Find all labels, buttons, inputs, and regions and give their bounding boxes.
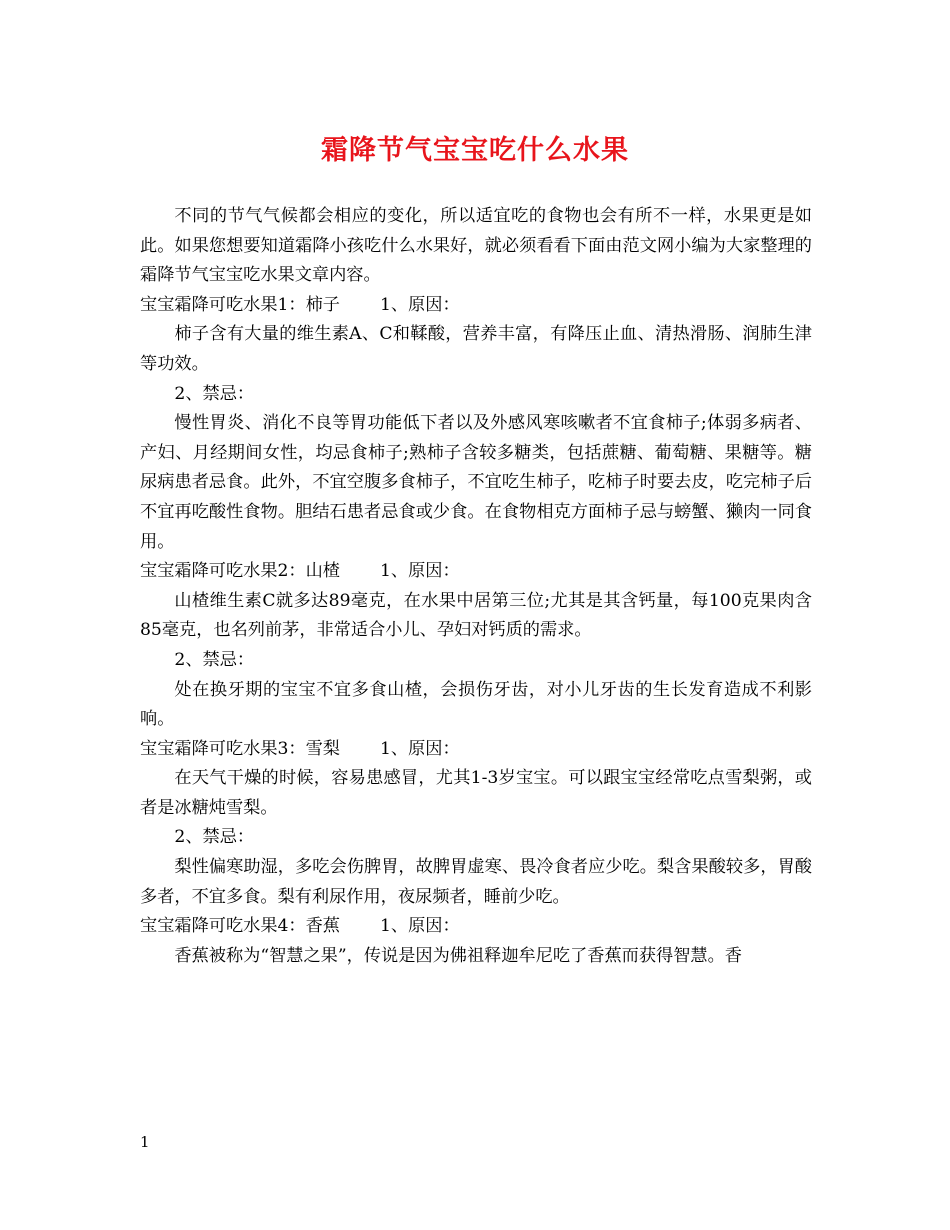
reason-paragraph: 在天气干燥的时候，容易患感冒，尤其1-3岁宝宝。可以跟宝宝经常吃点雪梨粥，或者是冰糖炖雪梨。 <box>140 768 812 818</box>
reason-paragraph: 山楂维生素C就多达89毫克，在水果中居第三位;尤其是其含钙量，每100克果肉含85毫克，也名列前茅，非常适合小儿、孕妇对钙质的需求。 <box>140 590 812 641</box>
taboo-paragraph: 处在换牙期的宝宝不宜多食山楂，会损伤牙齿，对小儿牙齿的生长发育造成不利影响。 <box>140 679 812 730</box>
article-body <box>140 202 812 971</box>
taboo-label: 2、禁忌： <box>174 827 255 848</box>
taboo-label: 2、禁忌： <box>174 383 255 404</box>
reason-paragraph: 香蕉被称为“智慧之果”，传说是因为佛祖释迦牟尼吃了香蕉而获得智慧。香 <box>174 945 742 966</box>
intro-paragraph: 不同的节气气候都会相应的变化，所以适宜吃的食物也会有所不一样，水果更是如此。如果您想要知道霜降小孩吃什么水果好，就必须看看下面由范文网小编为大家整理的霜降节气宝宝吃水果文章内容。 <box>140 206 812 286</box>
section-title: 宝宝霜降可吃水果4：香蕉 <box>140 916 340 937</box>
reason-paragraph: 柿子含有大量的维生素A、C和鞣酸，营养丰富，有降压止血、清热滑肠、润肺生津等功效。 <box>140 324 812 374</box>
section-title: 宝宝霜降可吃水果1：柿子 <box>140 294 340 315</box>
taboo-label: 2、禁忌： <box>174 649 255 670</box>
section-heading-hawthorn <box>140 557 812 587</box>
taboo-paragraph: 慢性胃炎、消化不良等胃功能低下者以及外感风寒咳嗽者不宜食柿子;体弱多病者、产妇、月经期间女性，均忌食柿子;熟柿子含较多糖类，包括蔗糖、葡萄糖、果糖等。糖尿病患者忌食。此外，不宜空腹多食柿子，不宜吃生柿子，吃柿子时要去皮，吃完柿子后不宜再吃酸性食物。胆结石患者忌食或少食。在食物相克方面柿子忌与螃蟹、獭肉一同食用。 <box>140 413 812 552</box>
reason-label: 1、原因： <box>380 561 460 582</box>
page-number: 1 <box>140 1133 150 1151</box>
section-title: 宝宝霜降可吃水果2：山楂 <box>140 561 340 582</box>
section-heading-banana <box>140 912 812 942</box>
reason-label: 1、原因： <box>380 738 460 759</box>
section-heading-persimmon <box>140 291 812 321</box>
section-title: 宝宝霜降可吃水果3：雪梨 <box>140 738 340 759</box>
page-title: 霜降节气宝宝吃什么水果 <box>321 135 629 166</box>
section-heading-snow-pear <box>140 735 812 765</box>
reason-label: 1、原因： <box>380 294 460 315</box>
reason-label: 1、原因： <box>380 916 460 937</box>
taboo-paragraph: 梨性偏寒助湿，多吃会伤脾胃，故脾胃虚寒、畏冷食者应少吃。梨含果酸较多，胃酸多者，不宜多食。梨有利尿作用，夜尿频者，睡前少吃。 <box>140 857 812 907</box>
